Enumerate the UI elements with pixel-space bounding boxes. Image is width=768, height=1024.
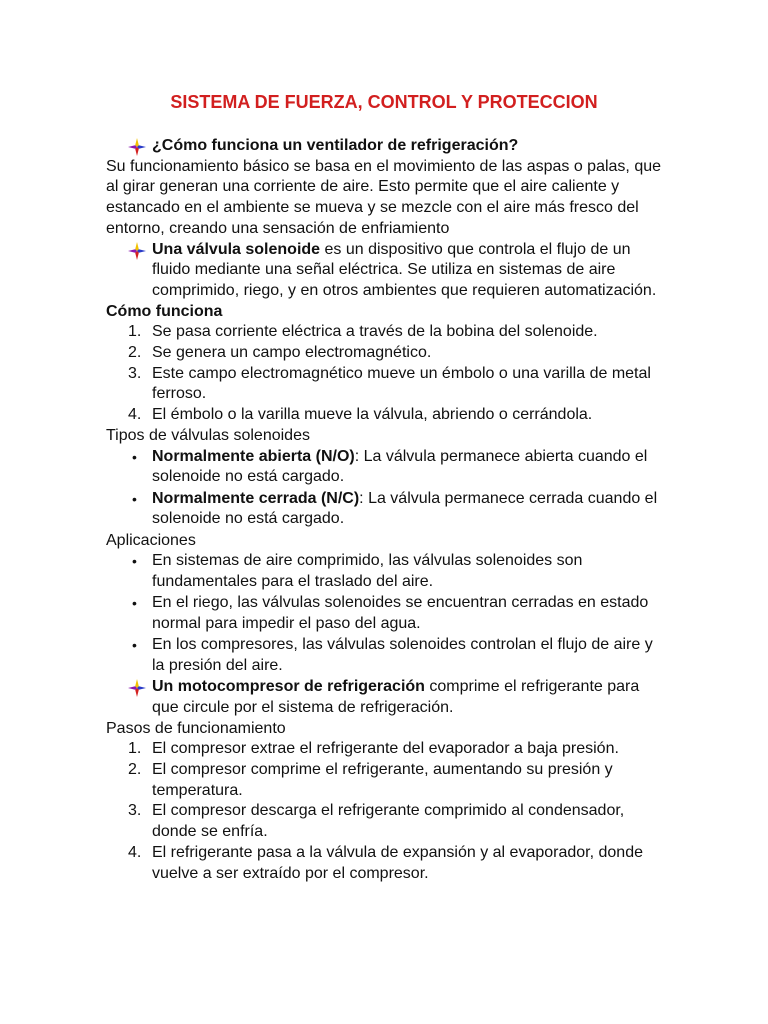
fan-question-item (106, 136, 666, 157)
list-item: 3. Este campo electromagnético mueve un émbolo o una varilla de metal ferroso. (128, 364, 651, 403)
compressor-term: Un motocompresor de refrigeración (152, 678, 425, 696)
list-item: 4. El refrigerante pasa a la válvula de expansión y al evaporador, donde vuelve a ser extraído por el compresor. (128, 843, 643, 882)
compass-star-icon (128, 138, 146, 156)
list-item: 4. El émbolo o la varilla mueve la válvula, abriendo o cerrándola. (128, 406, 593, 424)
applications-list (106, 551, 666, 676)
list-item: • En los compresores, las válvulas solenoides controlan el flujo de aire y la presión del aire. (132, 636, 653, 674)
list-item: • En el riego, las válvulas solenoides se encuentran cerradas en estado normal para impedir el paso del agua. (132, 594, 649, 632)
document-title: SISTEMA DE FUERZA, CONTROL Y PROTECCION (170, 92, 598, 112)
fan-question-heading: ¿Cómo funciona un ventilador de refrigeración? (152, 137, 519, 154)
solenoid-valve-definition: es un dispositivo que controla el flujo de un fluido mediante una señal eléctrica. Se utiliza en sistemas de aire comprimido, riego, y en otros ambientes que requieren automatización. (152, 240, 657, 299)
operation-steps-list (106, 739, 666, 884)
valve-types-heading: Tipos de válvulas solenoides (106, 426, 310, 444)
fan-explanation: Su funcionamiento básico se basa en el movimiento de las aspas o palas, que al girar generan una corriente de aire. Esto permite que el aire caliente y estancado en el ambiente se mueva y se mezcle con el aire más fresco del entorno, creando una sensación de enfriamiento (106, 157, 662, 237)
compressor-item (106, 677, 666, 718)
list-item: 1. Se pasa corriente eléctrica a través de la bobina del solenoide. (128, 323, 598, 341)
document-body (106, 136, 666, 884)
how-it-works-list (106, 322, 666, 426)
list-item: • En sistemas de aire comprimido, las válvulas solenoides son fundamentales para el traslado del aire. (132, 552, 583, 590)
compass-star-icon (128, 679, 146, 697)
applications-heading: Aplicaciones (106, 531, 196, 549)
list-item: 3. El compresor descarga el refrigerante comprimido al condensador, donde se enfría. (128, 802, 625, 841)
list-item: 1. El compresor extrae el refrigerante del evaporador a baja presión. (128, 740, 619, 758)
list-item: • Normalmente cerrada (N/C): La válvula permanece cerrada cuando el solenoide no está cargado. (132, 489, 658, 528)
list-item: • Normalmente abierta (N/O): La válvula permanece abierta cuando el solenoide no está cargado. (132, 447, 648, 486)
how-it-works-heading: Cómo funciona (106, 302, 223, 320)
list-item: 2. Se genera un campo electromagnético. (128, 344, 432, 362)
valve-types-list (106, 447, 666, 530)
list-item: 2. El compresor comprime el refrigerante, aumentando su presión y temperatura. (128, 761, 613, 799)
solenoid-valve-term: Una válvula solenoide (152, 240, 321, 258)
compass-star-icon (128, 242, 146, 260)
operation-steps-heading: Pasos de funcionamiento (106, 719, 286, 737)
compressor-definition: comprime el refrigerante para que circule por el sistema de refrigeración. (152, 678, 640, 716)
solenoid-valve-item (106, 240, 666, 302)
